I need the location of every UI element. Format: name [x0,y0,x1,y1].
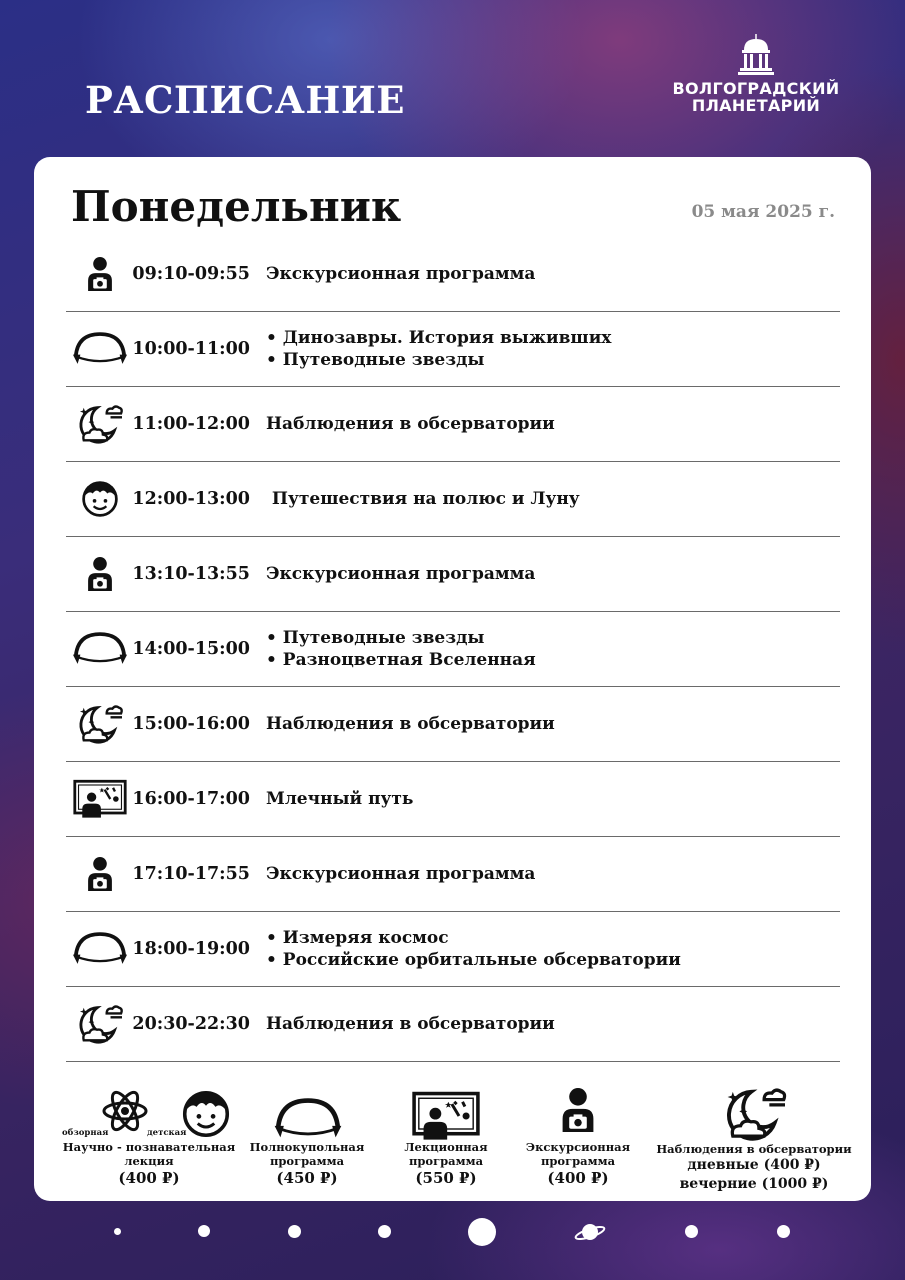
dot [288,1225,301,1238]
program-line: • Путеводные звезды [266,350,485,370]
legend-science-lecture [56,1084,242,1194]
program-line: • Измеряя космос [266,928,449,948]
schedule-row [66,537,840,612]
excursion-icon [72,249,128,299]
logo-text-line2: ПЛАНЕТАРИЙ [691,96,821,115]
session-program [266,713,555,735]
schedule-row [66,762,840,837]
legend-price-day: дневные (400 ₽) [687,1157,821,1173]
session-time: 13:10-13:55 [132,564,250,584]
session-time: 20:30-22:30 [132,1014,250,1034]
schedule-list [66,237,840,1062]
price-legend [34,1082,871,1197]
session-time: 18:00-19:00 [132,939,250,959]
session-time: 11:00-12:00 [132,414,250,434]
legend-label: программа [408,1154,484,1168]
session-program [266,927,681,971]
dome-icon [272,1096,344,1142]
legend-tag-overview: обзорная [62,1128,109,1138]
program-line: Экскурсионная программа [266,564,536,584]
page-title: РАСПИСАНИЕ [85,78,406,122]
legend-tag-kids: детская [147,1128,187,1138]
day-heading: Понедельник [71,182,402,231]
dot-active [468,1218,496,1246]
legend-label: Научно - познавательная [62,1140,236,1154]
legend-lecture-program [386,1084,506,1194]
program-line: • Путеводные звезды [266,628,485,648]
legend-label: лекция [124,1154,174,1168]
session-program [266,327,611,371]
session-time: 15:00-16:00 [132,714,250,734]
legend-label: Экскурсионная [525,1140,631,1154]
session-program [266,627,536,671]
dot [777,1225,790,1238]
observatory-icon [72,699,128,749]
session-time: 16:00-17:00 [132,789,250,809]
observatory-icon [72,999,128,1049]
schedule-row [66,237,840,312]
legend-label: Лекционная [404,1140,488,1154]
legend-price: (450 ₽) [276,1169,338,1187]
dome-icon [72,324,128,374]
schedule-date: 05 мая 2025 г. [691,202,835,222]
kids-icon [180,1088,232,1140]
dot [114,1228,121,1235]
dome-icon [72,624,128,674]
program-line: • Разноцветная Вселенная [266,650,536,670]
observatory-icon [72,399,128,449]
session-program [266,863,535,885]
program-line: Путешествия на полюс и Луну [266,489,580,509]
session-program [266,488,580,510]
schedule-row [66,912,840,987]
legend-price-evening: вечерние (1000 ₽) [679,1176,829,1192]
legend-label: программа [269,1154,345,1168]
session-program [266,263,535,285]
legend-dome-program [242,1084,372,1194]
dot [685,1225,698,1238]
schedule-row [66,312,840,387]
page-indicator [0,1218,905,1248]
dot [198,1225,210,1237]
kids-icon [72,474,128,524]
legend-price: (400 ₽) [118,1169,180,1187]
program-line: • Российские орбитальные обсерватории [266,950,681,970]
planet-icon [574,1219,606,1245]
program-line: Наблюдения в обсерватории [266,714,555,734]
dome-icon [72,924,128,974]
session-program [266,563,535,585]
program-line: Наблюдения в обсерватории [266,1014,555,1034]
logo-text-line1: ВОЛГОГРАДСКИЙ [672,79,840,98]
session-program [266,1013,555,1035]
observatory-icon [722,1084,788,1144]
schedule-row [66,612,840,687]
schedule-row [66,687,840,762]
dot [378,1225,391,1238]
planetarium-building-icon [736,34,776,76]
schedule-row [66,837,840,912]
program-line: Экскурсионная программа [266,864,536,884]
session-program [266,788,413,810]
lecture-icon [410,1090,482,1142]
schedule-row [66,387,840,462]
schedule-card [34,157,871,1201]
program-line: Млечный путь [266,789,414,809]
session-time: 12:00-13:00 [132,489,250,509]
session-program [266,413,555,435]
session-time: 09:10-09:55 [132,264,250,284]
program-line: Наблюдения в обсерватории [266,414,555,434]
lecture-icon [72,774,128,824]
excursion-icon [72,849,128,899]
legend-price: (550 ₽) [415,1169,477,1187]
excursion-icon [556,1084,600,1136]
session-time: 10:00-11:00 [132,339,250,359]
session-time: 17:10-17:55 [132,864,250,884]
schedule-row [66,987,840,1062]
legend-label: Наблюдения в обсерватории [656,1142,852,1156]
planetarium-logo [668,34,844,114]
schedule-row [66,462,840,537]
legend-observatory [646,1084,862,1194]
legend-label: программа [540,1154,616,1168]
session-time: 14:00-15:00 [132,639,250,659]
program-line: • Динозавры. История выживших [266,328,612,348]
excursion-icon [72,549,128,599]
legend-excursion-program [518,1084,638,1194]
legend-label: Полнокупольная [249,1140,365,1154]
program-line: Экскурсионная программа [266,264,536,284]
legend-price: (400 ₽) [547,1169,609,1187]
